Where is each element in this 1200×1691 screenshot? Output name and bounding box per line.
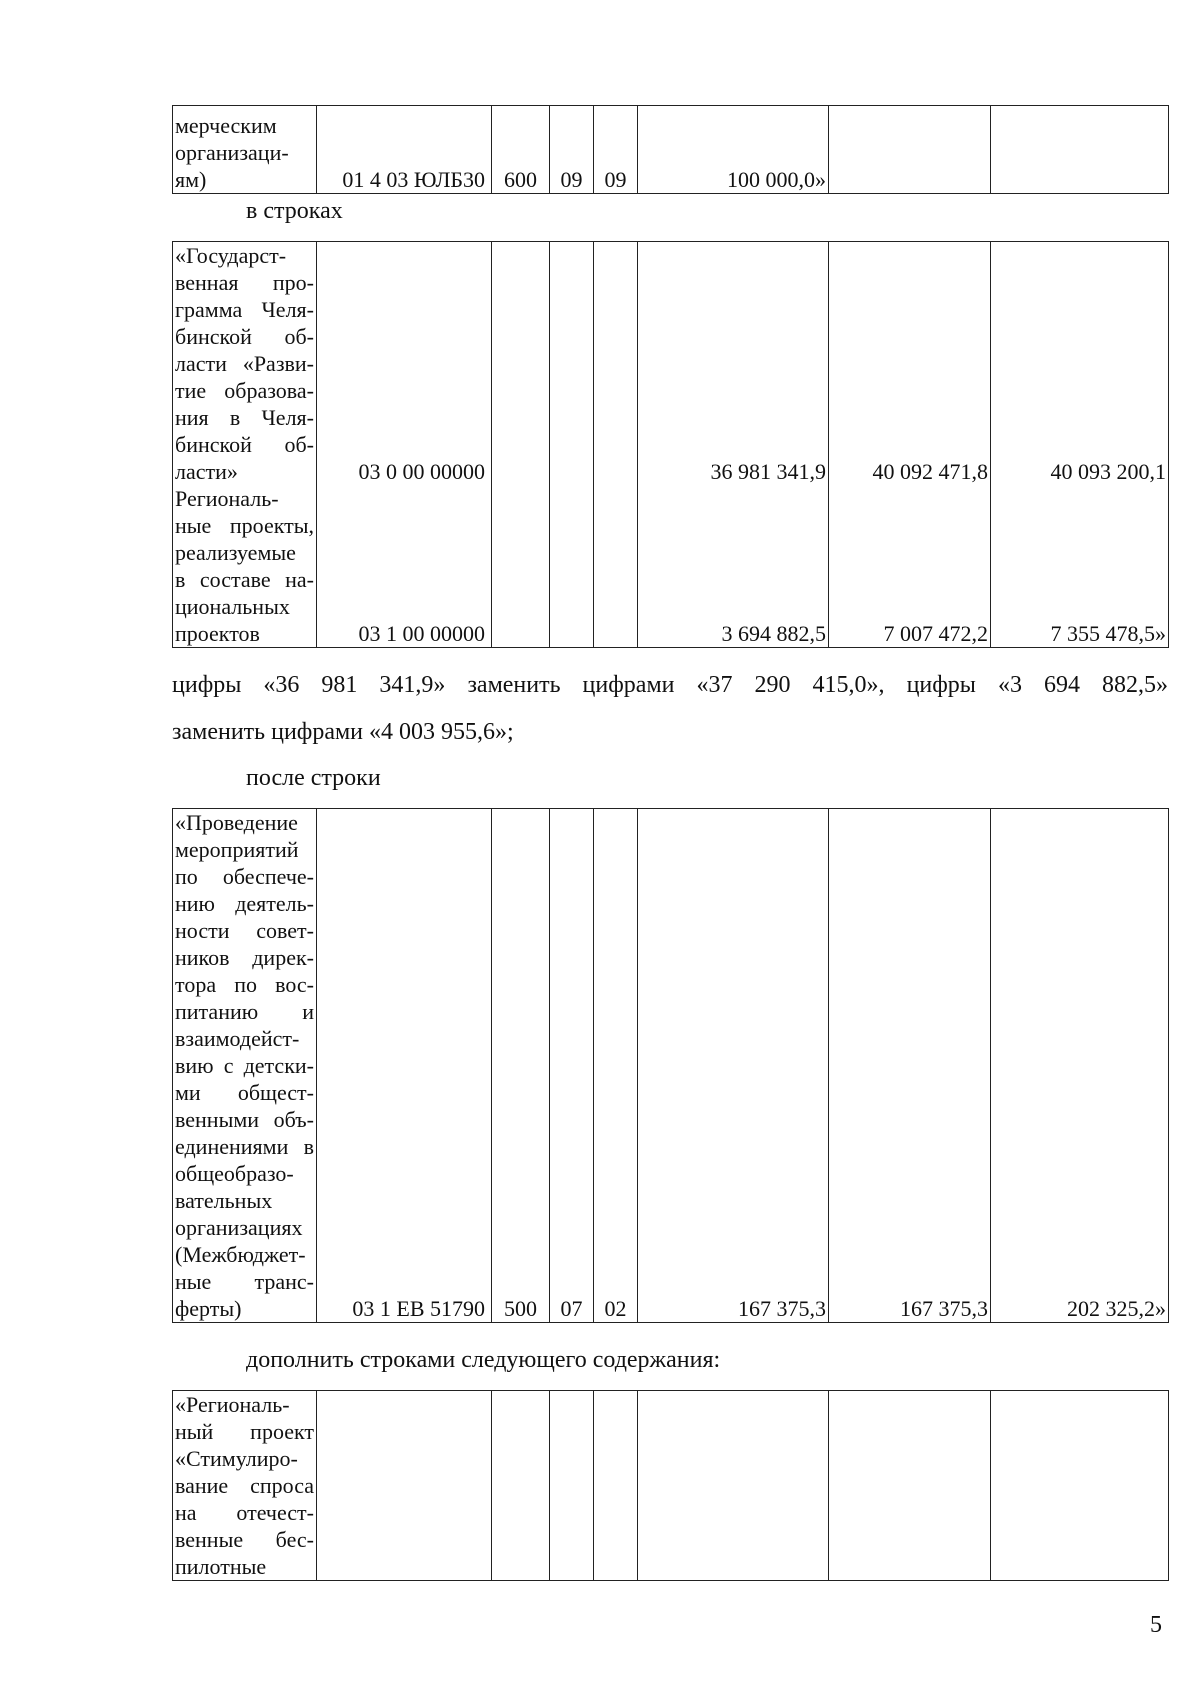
sum-year2-cell: 167 375,3 (829, 809, 991, 1323)
sum-year2-cell: 7 007 472,2 (829, 485, 991, 648)
section-cell: 09 (550, 106, 594, 194)
row-name-cell: мерческим организаци- ям) (173, 106, 317, 194)
target-code-cell: 03 0 00 00000 (317, 242, 492, 486)
subsection-cell: 09 (594, 106, 638, 194)
page-number: 5 (1150, 1612, 1162, 1638)
sum-year3-cell: 202 325,2» (991, 809, 1169, 1323)
budget-table-3 (172, 808, 1169, 1323)
row-name-cell: «Проведение мероприятий по обеспече- нию деятель- ности совет- ников дирек- тора по вос- питанию и взаимодейст- вию с детски- ми общест- венными объ- единениями в общеобразо- вательных организациях (Межбюджет- ные транс- ферты) (173, 809, 317, 1323)
table-row (173, 242, 1169, 486)
target-code-cell: 03 1 00 00000 (317, 485, 492, 648)
sum-year3-cell: 7 355 478,5» (991, 485, 1169, 648)
target-code-cell: 01 4 03 ЮЛБ30 (317, 106, 492, 194)
table-row (173, 1391, 1169, 1581)
sum-year2-cell: 40 092 471,8 (829, 242, 991, 486)
instruction-text: в строках (246, 198, 343, 224)
instruction-text: дополнить строками следующего содержания: (246, 1347, 721, 1373)
sum-year1-cell: 167 375,3 (638, 809, 829, 1323)
row-name-cell: Региональ- ные проекты, реализуемые в составе на- циональных проектов (173, 485, 317, 648)
row-name-cell: «Государст- венная про- грамма Челя- бинской об- ласти «Разви- тие образова- ния в Челя- бинской об- ласти» (173, 242, 317, 486)
sum-year3-cell (991, 106, 1169, 194)
budget-table-1 (172, 105, 1169, 194)
target-code-cell: 03 1 ЕВ 51790 (317, 809, 492, 1323)
budget-table-2 (172, 241, 1169, 648)
row-name-cell: «Региональ- ный проект «Стимулиро- вание спроса на отечест- венные бес- пилотные (173, 1391, 317, 1581)
sum-year2-cell (829, 106, 991, 194)
expense-type-cell: 600 (492, 106, 550, 194)
section-cell: 07 (550, 809, 594, 1323)
table-row (173, 809, 1169, 1323)
table-row (173, 485, 1169, 648)
sum-year1-cell: 100 000,0» (638, 106, 829, 194)
expense-type-cell: 500 (492, 809, 550, 1323)
sum-year3-cell: 40 093 200,1 (991, 242, 1169, 486)
sum-year1-cell: 36 981 341,9 (638, 242, 829, 486)
table-row (173, 106, 1169, 194)
budget-table-4 (172, 1390, 1169, 1581)
sum-year1-cell: 3 694 882,5 (638, 485, 829, 648)
instruction-text: заменить цифрами «4 003 955,6»; (172, 719, 514, 745)
instruction-text: цифры «36 981 341,9» заменить цифрами «37 290 415,0», цифры «3 694 882,5» (172, 672, 1168, 698)
subsection-cell: 02 (594, 809, 638, 1323)
instruction-text: после строки (246, 765, 381, 791)
